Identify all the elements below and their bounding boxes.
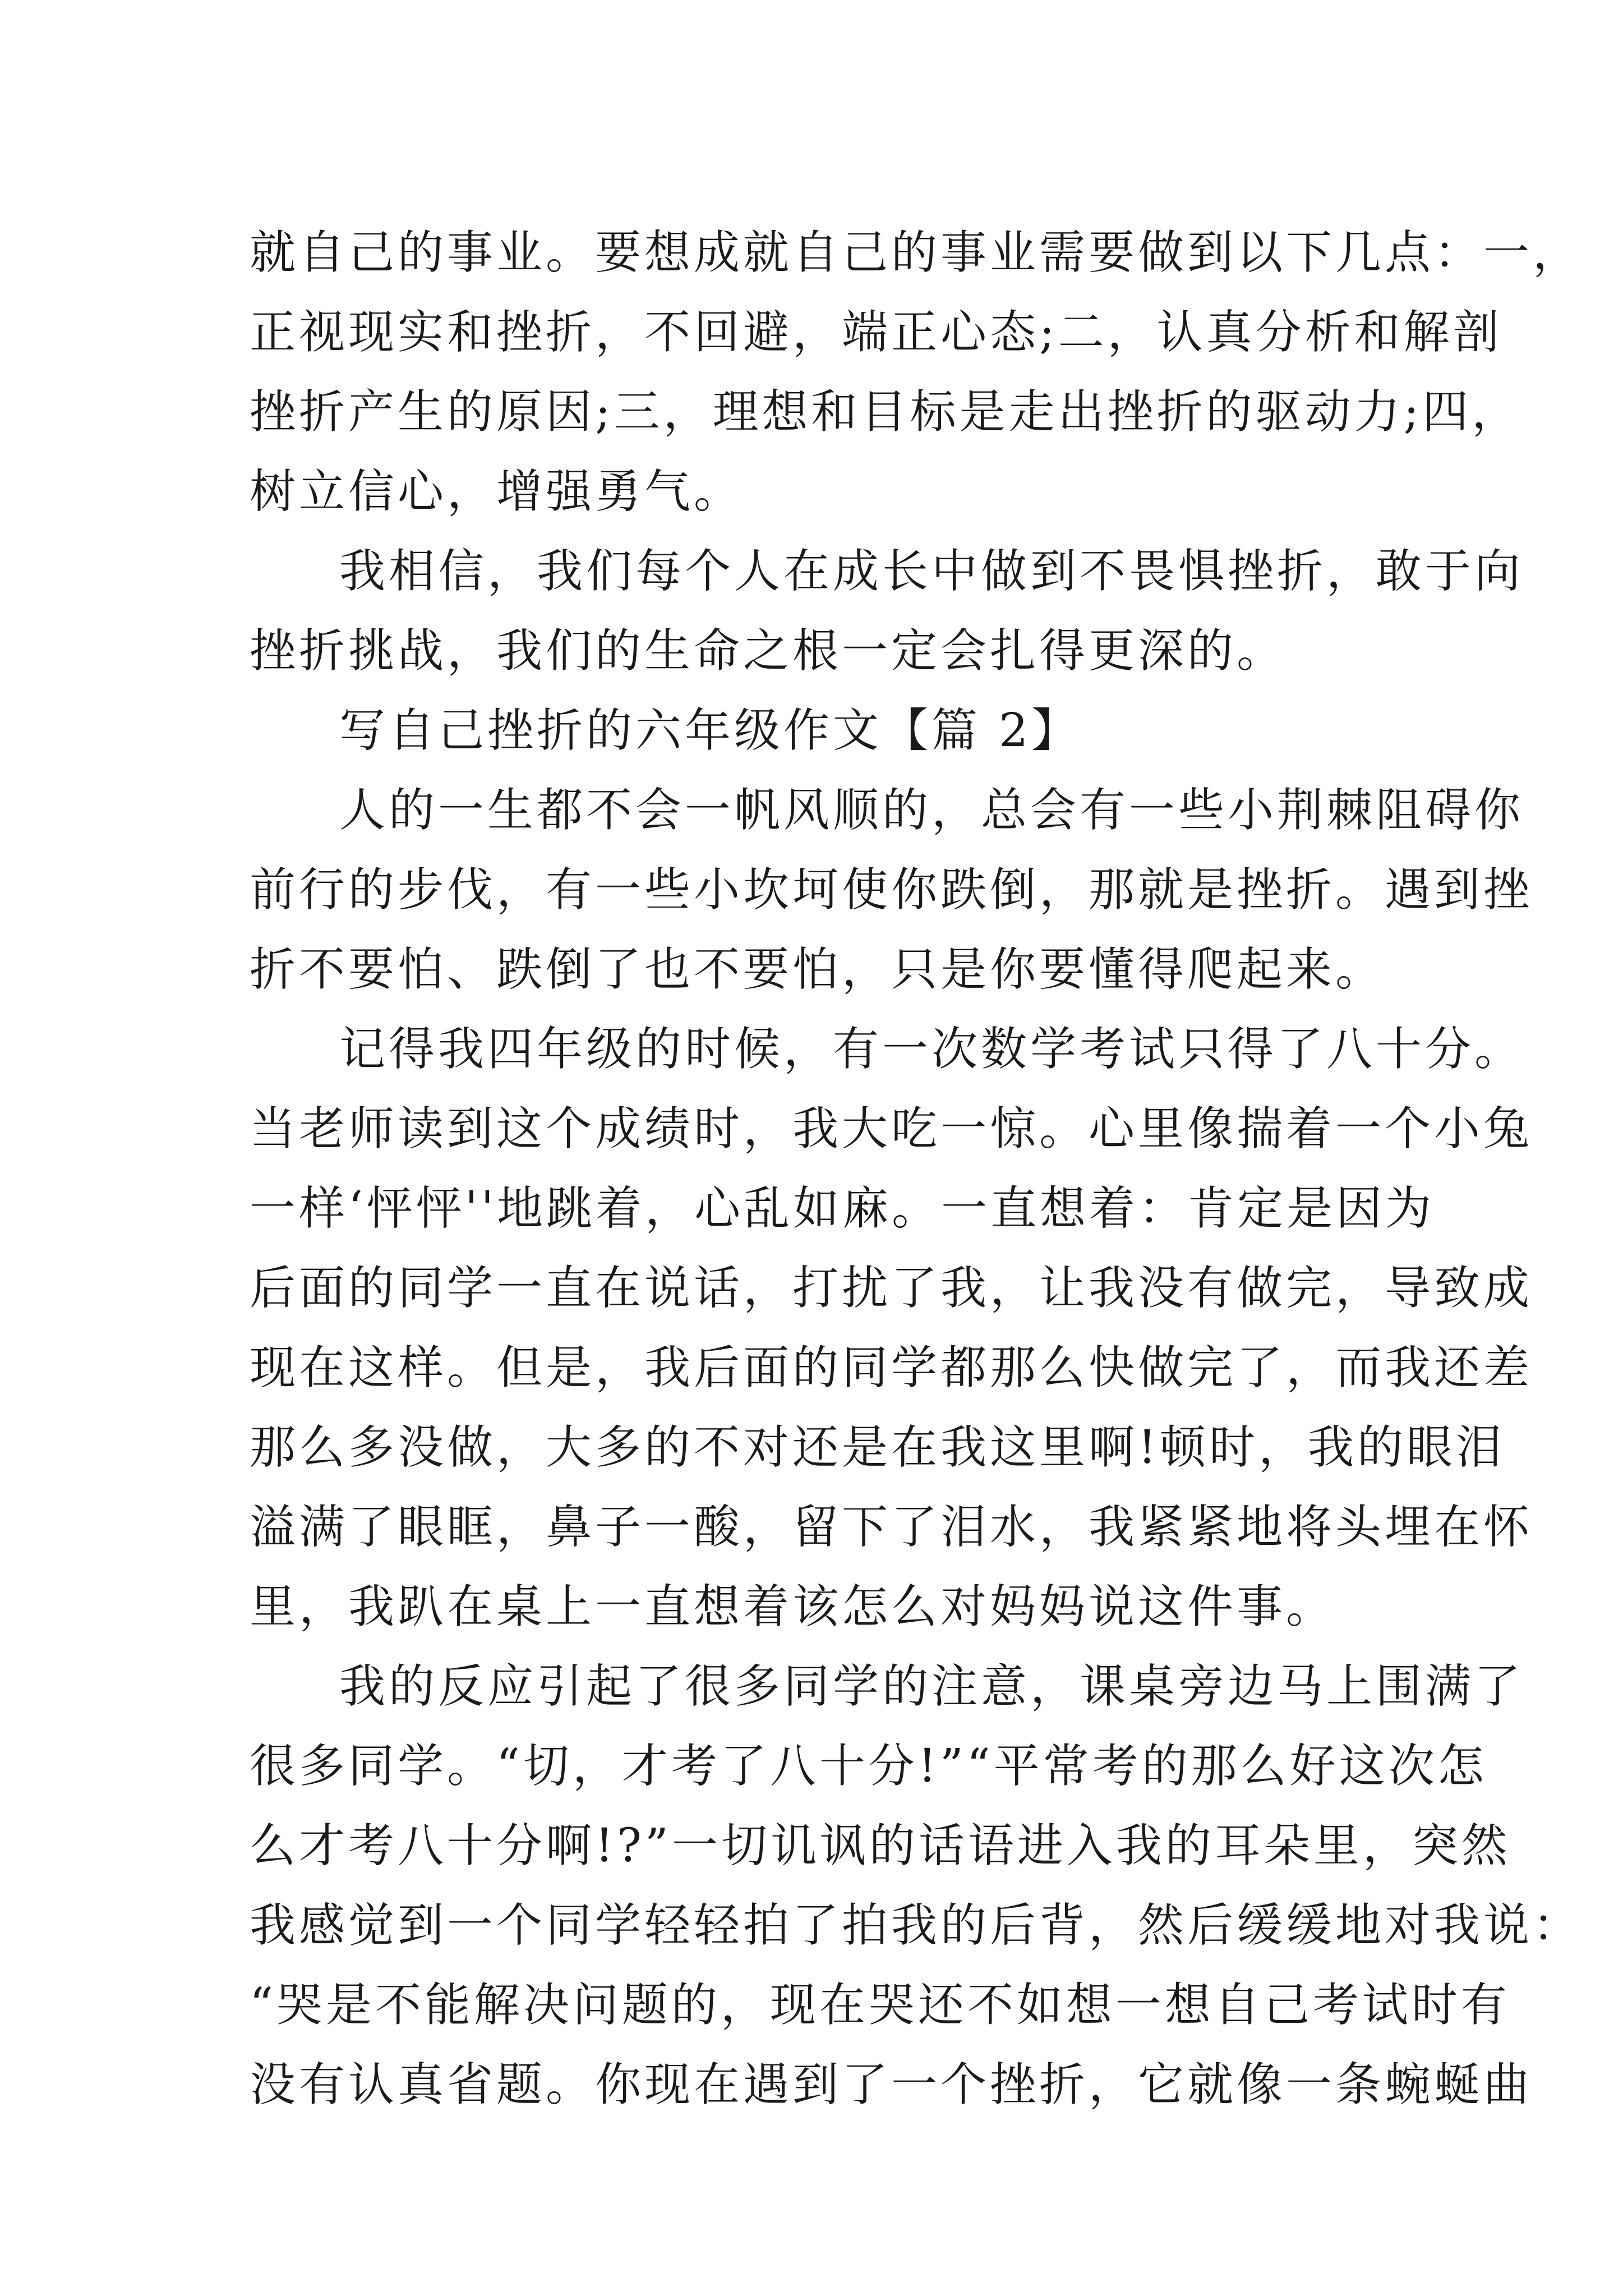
text-line: 现在这样。但是，我后面的同学都那么快做完了，而我还差 <box>250 1341 1533 1395</box>
text-line: “哭是不能解决问题的，现在哭还不如想一想自己考试时有 <box>250 1978 1510 2032</box>
text-line: 折不要怕、跌倒了也不要怕，只是你要懂得爬起来。 <box>250 943 1385 996</box>
text-line: 溢满了眼眶，鼻子一酸，留下了泪水，我紧紧地将头埋在怀 <box>250 1501 1533 1554</box>
document-body <box>250 213 1583 2125</box>
paragraph-start-line: 我相信，我们每个人在成长中做到不畏惧挫折，敢于向 <box>339 545 1524 598</box>
section-heading: 写自己挫折的六年级作文【篇 2】 <box>339 704 1081 757</box>
text-line: 我感觉到一个同学轻轻拍了拍我的后背，然后缓缓地对我说： <box>250 1899 1583 1952</box>
text-line: 树立信心，增强勇气。 <box>250 465 744 518</box>
paragraph-start-line: 人的一生都不会一帆风顺的，总会有一些小荆棘阻碍你 <box>339 784 1524 837</box>
text-line: 后面的同学一直在说话，打扰了我，让我没有做完，导致成 <box>250 1262 1533 1315</box>
text-line: 前行的步伐，有一些小坎坷使你跌倒，那就是挫折。遇到挫 <box>250 863 1533 917</box>
text-line: 很多同学。“切，才考了八十分!”“平常考的那么好这次怎 <box>250 1740 1487 1793</box>
paragraph-start-line: 我的反应引起了很多同学的注意，课桌旁边马上围满了 <box>339 1660 1524 1713</box>
text-line: 当老师读到这个成绩时，我大吃一惊。心里像揣着一个小兔 <box>250 1102 1533 1156</box>
text-line: 么才考八十分啊!?”一切讥讽的话语进入我的耳朵里，突然 <box>250 1819 1511 1872</box>
text-line: 就自己的事业。要想成就自己的事业需要做到以下几点：一， <box>250 226 1583 279</box>
text-line: 里，我趴在桌上一直想着该怎么对妈妈说这件事。 <box>250 1580 1336 1634</box>
text-line: 挫折产生的原因;三，理想和目标是走出挫折的驱动力;四， <box>250 385 1521 439</box>
text-line: 一样‘怦怦''地跳着，心乱如麻。一直想着：肯定是因为 <box>250 1182 1435 1235</box>
text-line: 正视现实和挫折，不回避，端正心态;二，认真分析和解剖 <box>250 306 1502 359</box>
text-line: 那么多没做，大多的不对还是在我这里啊!顿时，我的眼泪 <box>250 1421 1505 1474</box>
text-line: 挫折挑战，我们的生命之根一定会扎得更深的。 <box>250 624 1287 678</box>
paragraph-start-line: 记得我四年级的时候，有一次数学考试只得了八十分。 <box>339 1023 1524 1076</box>
text-line: 没有认真省题。你现在遇到了一个挫折，它就像一条蜿蜒曲 <box>250 2058 1533 2111</box>
